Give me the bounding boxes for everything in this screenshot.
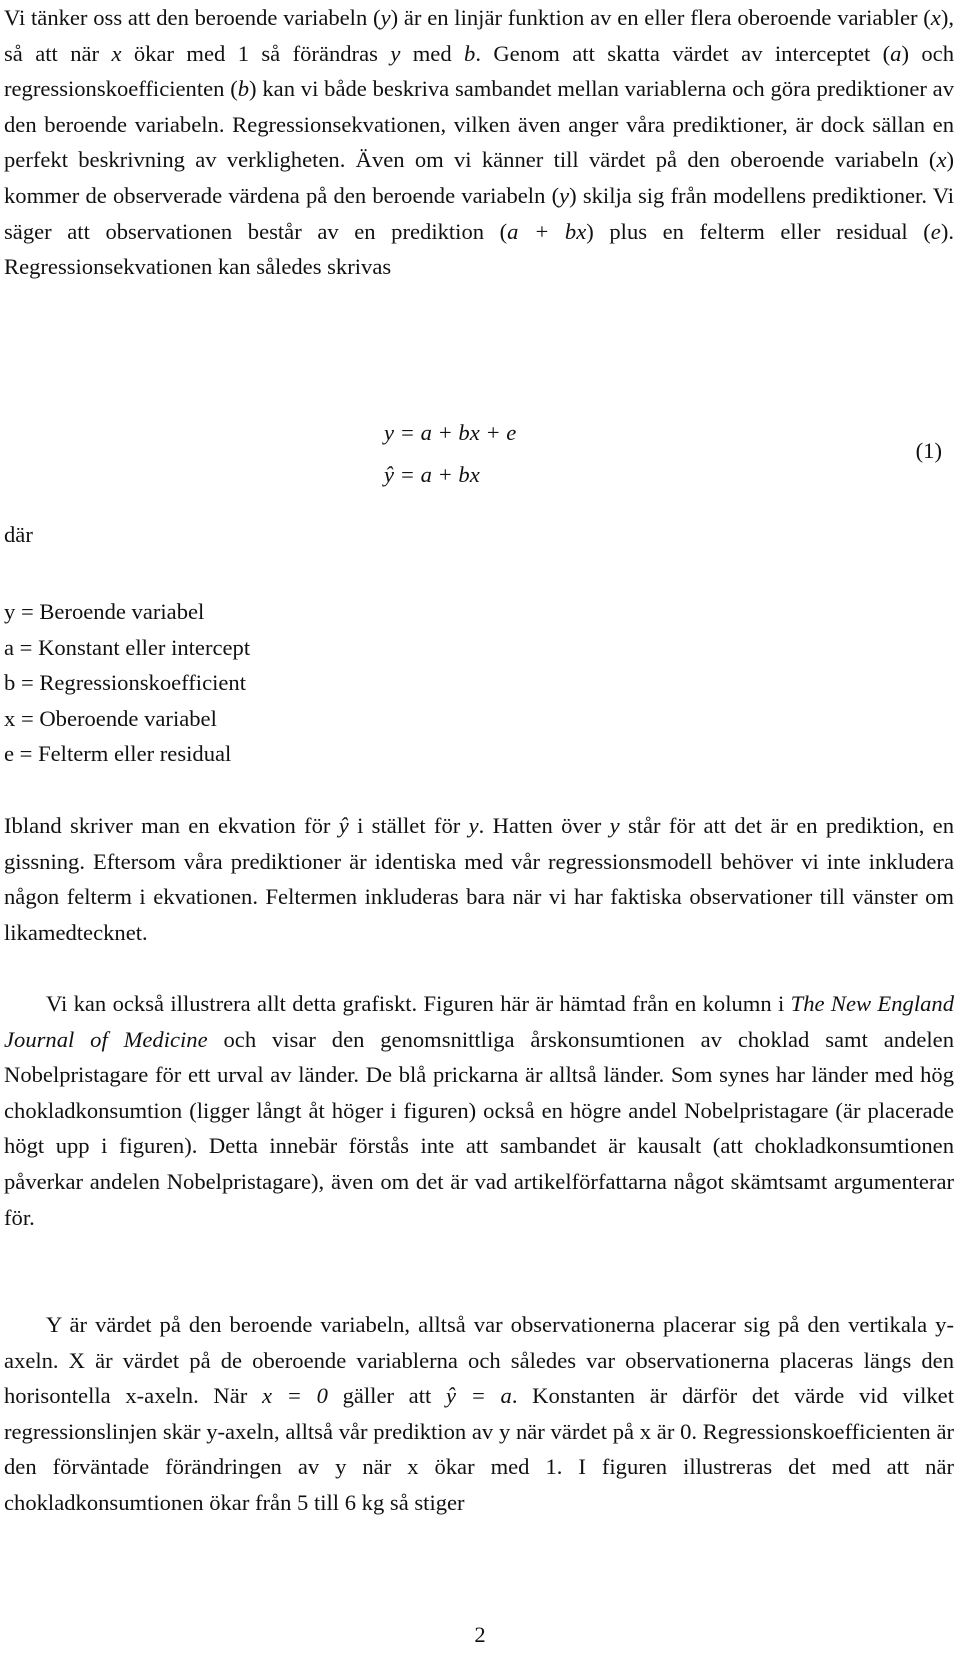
- math-expr: a + bx: [507, 218, 587, 244]
- equation-number: (1): [915, 438, 942, 463]
- text-span: i stället för: [348, 813, 469, 838]
- math-var: ŷ: [338, 813, 349, 838]
- regression-equation: [384, 412, 516, 496]
- text-span: ) och regressionskoefficienten (: [4, 40, 955, 102]
- page-number: 2: [474, 1622, 486, 1647]
- math-var: b: [464, 40, 476, 66]
- paragraph-axes: [4, 1307, 954, 1521]
- text-span: ökar med 1 så förändras: [121, 40, 391, 66]
- math-var: y: [380, 5, 391, 30]
- text-span: med: [400, 40, 465, 66]
- definition-item: e = Felterm eller residual: [4, 741, 232, 767]
- definition-item: x = Oberoende variabel: [4, 705, 217, 731]
- text-span: ) kommer de observerade värdena på den beroende variabeln (: [4, 147, 954, 208]
- text-span: ), så att när: [4, 5, 955, 66]
- definition-item: y = Beroende variabel: [4, 599, 205, 624]
- math-var: a: [890, 40, 902, 66]
- definition-item: b = Regressionskoefficient: [4, 670, 246, 696]
- paragraph-intro: [4, 0, 954, 285]
- text-span: ) skilja sig från modellens prediktioner. Vi säger att observationen består av en prediktion (: [4, 182, 954, 244]
- math-var: y: [559, 182, 570, 208]
- math-var: x: [930, 5, 941, 30]
- journal-title: The New England Journal of Medicine: [4, 991, 954, 1052]
- text-span: Vi kan också illustrera allt detta grafiskt. Figuren här är hämtad från en kolumn i: [46, 991, 791, 1016]
- math-var: x: [936, 147, 947, 173]
- text-span: gäller att: [327, 1383, 446, 1409]
- math-expr: ŷ = a: [445, 1383, 512, 1409]
- where-label: där: [4, 522, 33, 547]
- math-var: y: [390, 40, 401, 66]
- text-span: Y är värdet på den beroende variabeln, alltså var observationerna placerar sig på den vertikala y-axeln. X är värdet på de oberoende variablerna och således var observationerna placeras längs den horisontella x-axeln. När: [4, 1312, 954, 1409]
- text-span: . Konstanten är därför det värde vid vilket regressionslinjen skär y-axeln, alltså vår prediktion av y när värdet på x är 0. Regressionskoefficienten är den förväntade förändringen av y när x ökar med 1. I figuren illustreras det med att när chokladkonsumtionen ökar från 5 till 6 kg så stiger: [4, 1383, 954, 1515]
- math-var: y: [609, 813, 620, 838]
- text-span: ) kan vi både beskriva sambandet mellan variablerna och göra prediktioner av den beroende variabeln. Regressionsekvationen, vilken även anger våra prediktioner, är dock sällan en perfekt beskrivning av verkligheten. Även om vi känner till värdet på den oberoende variabeln (: [4, 76, 955, 173]
- text-span: . Genom att skatta värdet av interceptet (: [475, 40, 891, 66]
- text-span: ) är en linjär funktion av en eller flera oberoende variabler (: [390, 5, 931, 30]
- math-var: b: [237, 76, 250, 102]
- math-expr: x = 0: [261, 1383, 328, 1409]
- text-span: ) plus en felterm eller residual (: [586, 218, 931, 244]
- paragraph-hat-notation: [4, 808, 954, 950]
- text-span: står för att det är en prediktion, en gissning. Eftersom våra prediktioner är identiska med vår regressionsmodell behöver vi inte inkludera någon felterm i ekvationen. Feltermen inkluderas bara när vi har faktiska observationer till vänster om likamedtecknet.: [4, 813, 955, 945]
- definition-item: a = Konstant eller intercept: [4, 634, 251, 660]
- paragraph-graphic: [4, 986, 954, 1235]
- math-var: x: [111, 40, 122, 66]
- math-var: e: [930, 218, 941, 244]
- text-span: Ibland skriver man en ekvation för: [4, 813, 339, 838]
- math-var: y: [468, 813, 479, 838]
- text-span: Vi tänker oss att den beroende variabeln (: [4, 5, 381, 30]
- text-span: och visar den genomsnittliga årskonsumtionen av choklad samt andelen Nobelpristagare för ett urval av länder. De blå prickarna är alltså länder. Som synes har länder med hög chokladkonsumtion (ligger långt åt höger i figuren) också en högre andel Nobelpristagare (är placerade högt upp i figuren). Detta innebär förstås inte att sambandet är kausalt (att chokladkonsumtionen påverkar andelen Nobelpristagare), även om det är vad artikelförfattarna något skämtsamt argumenterar för.: [4, 1026, 954, 1230]
- definition-list: [4, 594, 250, 772]
- equation-line-2: ŷ = a + bx: [384, 462, 480, 487]
- equation-line-1: y = a + bx + e: [384, 420, 517, 445]
- text-span: ). Regressionsekvationen kan således skrivas: [4, 218, 954, 280]
- text-span: . Hatten över: [478, 813, 610, 838]
